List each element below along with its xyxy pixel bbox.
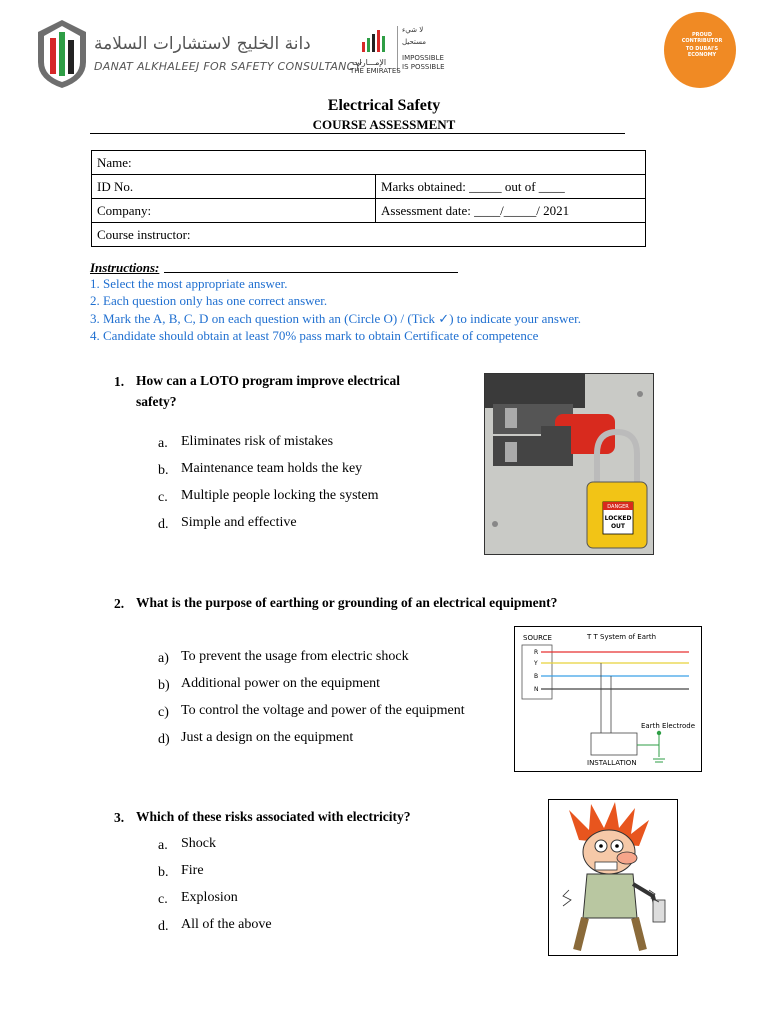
- loto-lock-image: [484, 373, 654, 555]
- phase-y-label: Y: [534, 660, 538, 667]
- logo-english-text: DANAT ALKHALEEJ FOR SAFETY CONSULTANCY: [94, 60, 362, 73]
- question-number: 2.: [114, 596, 125, 611]
- question-number: 3.: [114, 810, 125, 825]
- question-text: How can a LOTO program improve electrical safety?: [136, 373, 400, 409]
- diagram-title: T T System of Earth: [587, 633, 657, 641]
- question-text: What is the purpose of earthing or grounding of an electrical equipment?: [136, 595, 558, 610]
- padlock-icon: [485, 374, 653, 554]
- phase-b-label: B: [534, 673, 539, 680]
- answer-option[interactable]: d): [158, 732, 170, 747]
- answer-option[interactable]: a): [158, 651, 169, 666]
- instruction-item: 2. Each question only has one correct answer.: [90, 293, 328, 308]
- answer-option[interactable]: b): [158, 678, 170, 693]
- instruction-item: 4. Candidate should obtain at least 70% pass mark to obtain Certificate of competence: [90, 328, 539, 343]
- answer-option-text[interactable]: Eliminates risk of mistakes: [181, 434, 334, 449]
- answer-option-text[interactable]: Additional power on the equipment: [181, 676, 381, 691]
- answer-option[interactable]: d.: [158, 517, 169, 532]
- marks-field[interactable]: Marks obtained: _____ out of ____: [376, 175, 646, 199]
- instructions-underline: [164, 272, 458, 273]
- answer-option[interactable]: c.: [158, 892, 168, 907]
- phase-r-label: R: [534, 649, 539, 656]
- company-field[interactable]: Company:: [92, 199, 376, 223]
- company-logo: [34, 18, 362, 90]
- answer-option[interactable]: c): [158, 705, 169, 720]
- answer-option-text[interactable]: All of the above: [181, 917, 272, 932]
- emirates-bars-icon: [360, 28, 390, 58]
- instruction-item: 1. Select the most appropriate answer.: [90, 276, 288, 291]
- name-field[interactable]: Name:: [92, 151, 646, 175]
- answer-option-text[interactable]: To prevent the usage from electric shock: [181, 649, 409, 664]
- answer-option-text[interactable]: Shock: [181, 836, 216, 851]
- page-title: Electrical Safety: [327, 97, 441, 114]
- title-divider: [90, 133, 625, 134]
- danger-label: DANGER: [607, 504, 629, 510]
- instructor-field[interactable]: Course instructor:: [92, 223, 646, 247]
- diagram-source-label: SOURCE: [523, 634, 552, 642]
- instruction-item: 3. Mark the A, B, C, D on each question with an (Circle O) / (Tick ✓) to indicate your answer.: [90, 311, 581, 326]
- answer-option[interactable]: a.: [158, 436, 168, 451]
- answer-option-text[interactable]: To control the voltage and power of the equipment: [181, 703, 465, 718]
- shocked-person-icon: [549, 800, 677, 955]
- electric-shock-cartoon: [548, 799, 678, 956]
- answer-option[interactable]: b.: [158, 463, 169, 478]
- phase-n-label: N: [534, 686, 539, 693]
- candidate-info-table: [91, 150, 646, 247]
- earthing-diagram: [514, 626, 702, 772]
- shield-logo-icon: [34, 18, 90, 90]
- answer-option-text[interactable]: Explosion: [181, 890, 238, 905]
- answer-option-text[interactable]: Multiple people locking the system: [181, 488, 379, 503]
- emirates-logo: لا شيء مستحيل IMPOSSIBLE IS POSSIBLE الإمـــارات THE EMIRATES: [350, 26, 445, 75]
- answer-option-text[interactable]: Maintenance team holds the key: [181, 461, 363, 476]
- earth-electrode-label: Earth Electrode: [641, 722, 696, 730]
- installation-label: INSTALLATION: [587, 759, 637, 767]
- instructions-heading: Instructions:: [90, 260, 160, 275]
- id-field[interactable]: ID No.: [92, 175, 376, 199]
- out-label: OUT: [610, 523, 626, 530]
- question-text: Which of these risks associated with electricity?: [136, 809, 411, 824]
- logo-arabic-text: دانة الخليج لاستشارات السلامة: [94, 34, 311, 54]
- answer-option-text[interactable]: Fire: [181, 863, 204, 878]
- answer-option[interactable]: b.: [158, 865, 169, 880]
- page-subtitle: COURSE ASSESSMENT: [312, 117, 456, 132]
- locked-label: LOCKED: [604, 515, 632, 522]
- answer-option[interactable]: d.: [158, 919, 169, 934]
- question-number: 1.: [114, 374, 125, 389]
- answer-option-text[interactable]: Simple and effective: [181, 515, 297, 530]
- answer-option[interactable]: a.: [158, 838, 168, 853]
- dubai-economy-logo: PROUD CONTRIBUTOR TO DUBAI'S ECONOMY: [664, 12, 736, 88]
- assessment-date-field[interactable]: Assessment date: ____/_____/ 2021: [376, 199, 646, 223]
- tt-earth-system-icon: [515, 627, 701, 771]
- answer-option[interactable]: c.: [158, 490, 168, 505]
- answer-option-text[interactable]: Just a design on the equipment: [181, 730, 354, 745]
